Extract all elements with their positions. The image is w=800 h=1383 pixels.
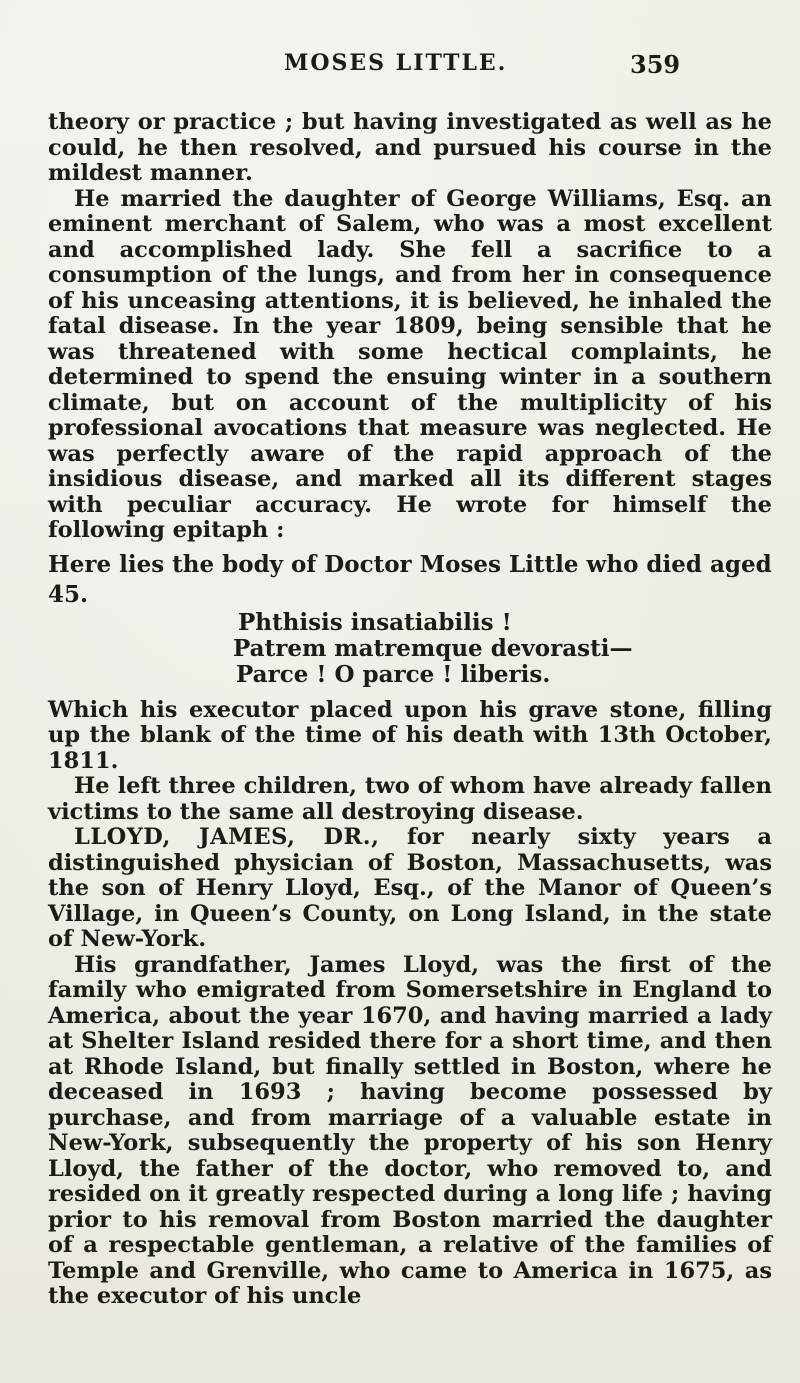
page-number: 359 bbox=[630, 50, 681, 79]
page-body bbox=[48, 110, 772, 1310]
paragraph-marriage: He married the daughter of George Williams, Esq. an eminent merchant of Salem, who was a most excellent and accomplished lady. She fell a sacrifice to a consumption of the lungs, and from her in consequence of his unceasing attentions, it is believed, he inhaled the fatal disease. In the year 1809, being sensible that he was threatened with some hectical complaints, he determined to spend the ensuing winter in a southern climate, but on account of the multiplicity of his professional avocations that measure was neglected. He was perfectly aware of the rapid approach of the insidious disease, and marked all its different stages with peculiar accuracy. He wrote for himself the following epitaph : bbox=[48, 185, 772, 543]
epitaph-line: Parce ! O parce ! liberis. bbox=[236, 660, 551, 688]
paragraph-gravestone: Which his executor placed upon his grave stone, filling up the blank of the time of his death with 13th October, 1811. bbox=[48, 696, 772, 774]
running-head: MOSES LITTLE. bbox=[284, 50, 508, 76]
page-header bbox=[0, 50, 800, 84]
epitaph-line: Phthisis insatiabilis ! bbox=[238, 608, 512, 636]
entry-text: for nearly sixty years a distinguished physician of Boston, Massachusetts, was the son of Henry Lloyd, Esq., of the Manor of Queen’s Village, in Queen’s County, on Long Island, in the state of New-York. bbox=[48, 824, 772, 952]
paragraph-lloyd-entry bbox=[48, 825, 772, 953]
paragraph-children: He left three children, two of whom have already fallen victims to the same all destroying disease. bbox=[48, 773, 772, 825]
epitaph-line: Here lies the body of Doctor Moses Little who died aged 45. bbox=[48, 550, 772, 608]
entry-name: LLOYD, JAMES, DR., bbox=[74, 824, 380, 850]
epitaph-line: Patrem matremque devorasti— bbox=[233, 634, 633, 662]
epitaph bbox=[48, 550, 772, 688]
paragraph-continuation: theory or practice ; but having investigated as well as he could, he then resolved, and pursued his course in the mildest manner. bbox=[48, 109, 772, 186]
paragraph-grandfather: His grandfather, James Lloyd, was the first of the family who emigrated from Somersetshire in England to America, about the year 1670, and having married a lady at Shelter Island resided there for a short time, and then at Rhode Island, but finally settled in Boston, where he deceased in 1693 ; having become possessed by purchase, and from marriage of a valuable estate in New-York, subsequently the property of his son Henry Lloyd, the father of the doctor, who removed to, and resided on it greatly respected during a long life ; having prior to his removal from Boston married the daughter of a respectable gentleman, a relative of the families of Temple and Grenville, who came to America in 1675, as the executor of his uncle bbox=[48, 951, 772, 1309]
